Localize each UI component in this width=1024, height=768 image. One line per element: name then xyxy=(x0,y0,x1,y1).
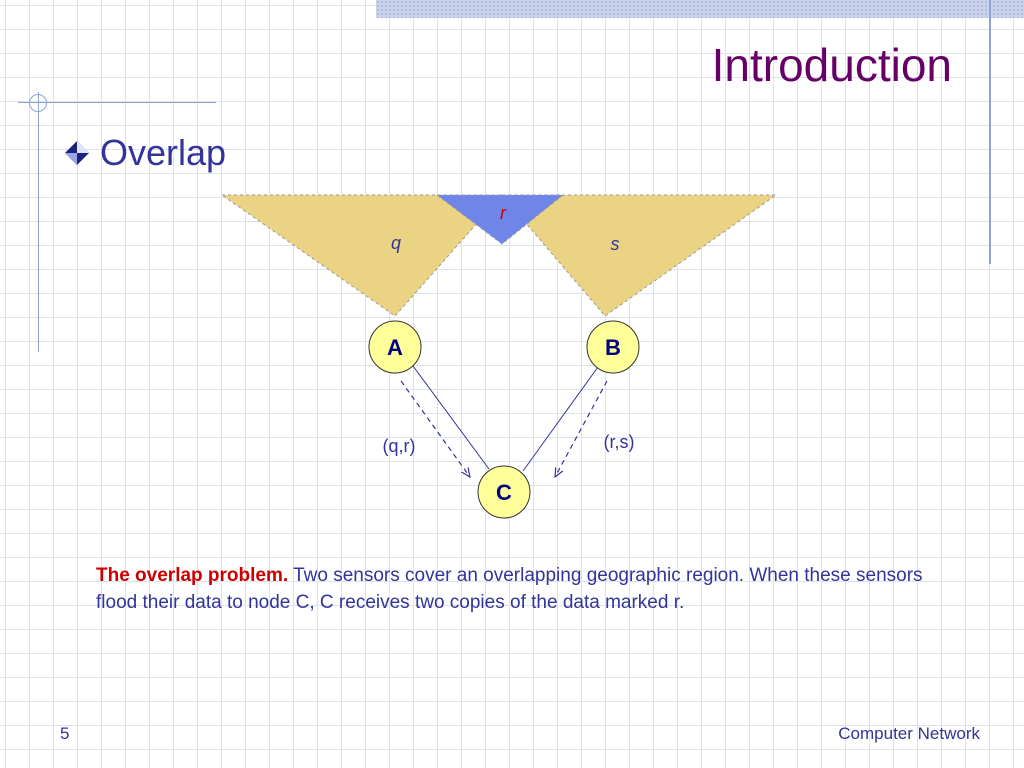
node-c xyxy=(478,466,530,518)
node-a xyxy=(369,321,421,373)
footer-title: Computer Network xyxy=(838,724,980,743)
caption-lead: The overlap problem. xyxy=(96,565,289,586)
node-b-label: B xyxy=(605,335,621,360)
region-label-r: r xyxy=(500,203,506,223)
coverage-region-s xyxy=(502,195,776,316)
slide-title: Introduction xyxy=(711,39,952,91)
caption xyxy=(96,562,956,616)
bullet-text: Overlap xyxy=(100,132,227,173)
flow-label-qr: (q,r) xyxy=(382,436,416,456)
region-label-s: s xyxy=(610,234,620,254)
node-a-label: A xyxy=(387,335,403,360)
link-b-c xyxy=(523,367,598,471)
node-c-label: C xyxy=(496,480,512,505)
caption-body: Two sensors cover an overlapping geographic region. When these sensors flood their data to node C, C receives two copies of the data marked r. xyxy=(96,565,923,613)
page-number: 5 xyxy=(60,724,70,743)
region-label-q: q xyxy=(390,233,402,253)
flow-arrow-b-to-c xyxy=(555,381,607,477)
coverage-region-q xyxy=(222,195,502,316)
node-b xyxy=(587,321,639,373)
link-a-c xyxy=(413,366,489,469)
flow-label-rs: (r,s) xyxy=(603,432,635,452)
